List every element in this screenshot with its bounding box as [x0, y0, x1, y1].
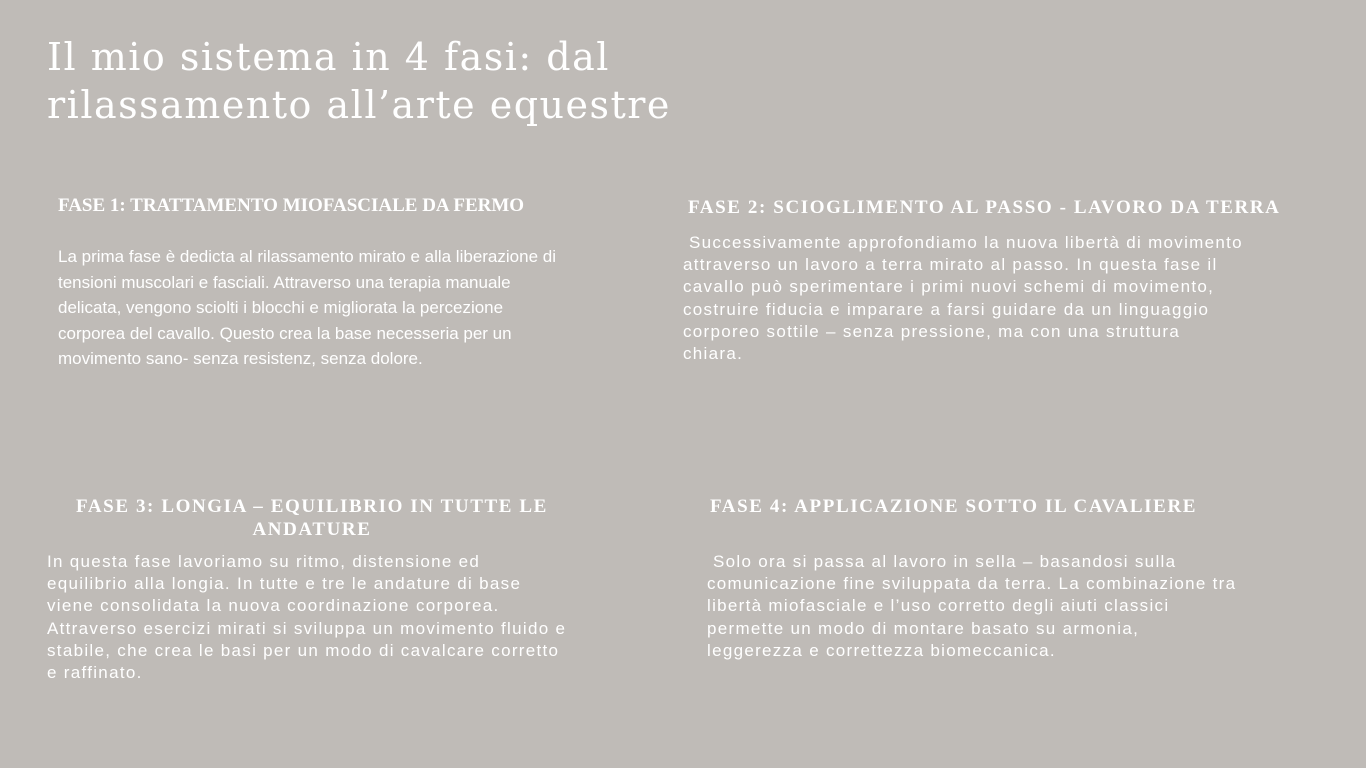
page-title: Il mio sistema in 4 fasi: dal rilassamento all’arte equestre: [47, 35, 671, 127]
phase-1-text: La prima fase è dedicta al rilassamento mirato e alla liberazione di tensioni muscolari e fasciali. Attraverso una terapia manuale delicata, vengono sciolti i blocchi e migliorata la percezione corporea del cavallo. Questo crea la base necesseria per un movimento sano- senza resistenz, senza dolore.: [58, 247, 556, 368]
phase-4-heading: FASE 4: APPLICAZIONE SOTTO IL CAVALIERE: [710, 496, 1198, 517]
phase-3-text: In questa fase lavoriamo su ritmo, distensione ed equilibrio alla longia. In tutte e tre le andature di base viene consolidata la nuova coordinazione corporea. Attraverso esercizi mirati si sviluppa un movimento fluido e stabile, che crea le basi per un modo di cavalcare corretto e raffinato.: [47, 552, 567, 683]
phase-2-text: Successivamente approfondiamo la nuova libertà di movimento attraverso un lavoro a terra mirato al passo. In questa fase il cavallo può sperimentare i primi nuovi schemi di movimento, costruire fiducia e imparare a farsi guidare da un linguaggio corporeo sottile – senza pressione, ma con una struttura chiara.: [683, 233, 1249, 364]
phase-4-text: Solo ora si passa al lavoro in sella – basandosi sulla comunicazione fine sviluppata da terra. La combinazione tra libertà miofasciale e l’uso corretto degli aiuti classici permette un modo di montare basato su armonia, leggerezza e correttezza biomeccanica.: [707, 552, 1243, 660]
phase-3-heading: FASE 3: LONGIA – EQUILIBRIO IN TUTTE LE ANDATURE: [76, 496, 548, 540]
phase-2-heading: FASE 2: SCIOGLIMENTO AL PASSO - LAVORO DA TERRA: [688, 197, 1281, 218]
phase-1-heading: FASE 1: TRATTAMENTO MIOFASCIALE DA FERMO: [58, 195, 525, 216]
